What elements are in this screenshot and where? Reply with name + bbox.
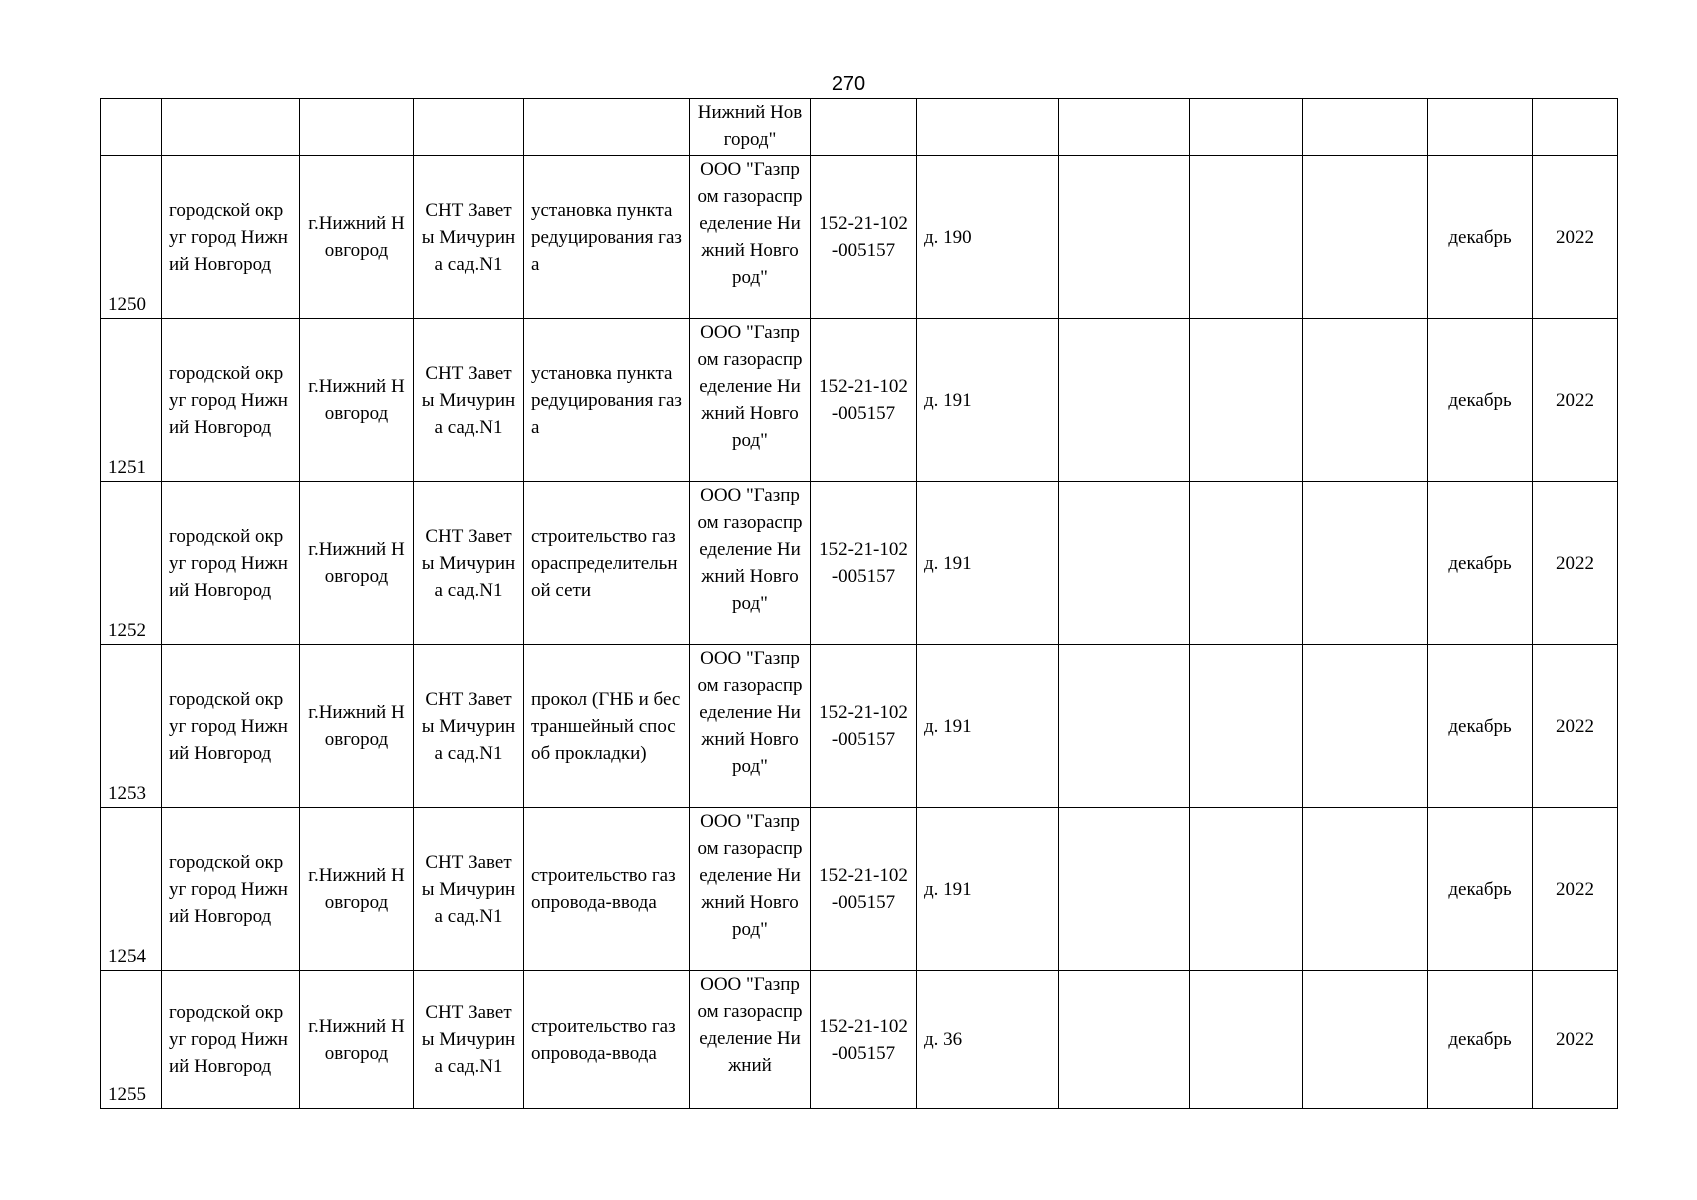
empty-cell bbox=[1190, 645, 1303, 808]
municipality-cell: городской округ город Нижний Новгород bbox=[162, 482, 300, 645]
locality-cell: г.Нижний Новгород bbox=[300, 808, 414, 971]
site-cell: СНТ Заветы Мичурина сад.N1 bbox=[414, 971, 524, 1109]
row-number: 1252 bbox=[101, 482, 162, 645]
municipality-cell: городской округ город Нижний Новгород bbox=[162, 156, 300, 319]
site-cell: СНТ Заветы Мичурина сад.N1 bbox=[414, 808, 524, 971]
house-cell: д. 190 bbox=[917, 156, 1059, 319]
code-cell: 152-21-102-005157 bbox=[811, 156, 917, 319]
table-row bbox=[101, 319, 1618, 482]
table-row bbox=[101, 808, 1618, 971]
organization-cell: ООО "Газпром газораспределение Нижний Новгород" bbox=[690, 482, 811, 645]
cell-locality bbox=[300, 99, 414, 156]
code-cell: 152-21-102-005157 bbox=[811, 971, 917, 1109]
cell-num bbox=[101, 99, 162, 156]
cell-month bbox=[1428, 99, 1533, 156]
year-cell: 2022 bbox=[1533, 319, 1618, 482]
house-cell: д. 36 bbox=[917, 971, 1059, 1109]
organization-cell: ООО "Газпром газораспределение Нижний Новгород" bbox=[690, 319, 811, 482]
cell-empty-2 bbox=[1190, 99, 1303, 156]
row-number: 1253 bbox=[101, 645, 162, 808]
organization-cell: ООО "Газпром газораспределение Нижний bbox=[690, 971, 811, 1109]
registry-table bbox=[100, 98, 1618, 1109]
empty-cell bbox=[1059, 971, 1190, 1109]
empty-cell bbox=[1059, 156, 1190, 319]
cell-empty-3 bbox=[1303, 99, 1428, 156]
empty-cell bbox=[1190, 482, 1303, 645]
empty-cell bbox=[1303, 156, 1428, 319]
code-cell: 152-21-102-005157 bbox=[811, 482, 917, 645]
empty-cell bbox=[1059, 482, 1190, 645]
empty-cell bbox=[1059, 319, 1190, 482]
empty-cell bbox=[1190, 319, 1303, 482]
municipality-cell: городской округ город Нижний Новгород bbox=[162, 645, 300, 808]
code-cell: 152-21-102-005157 bbox=[811, 319, 917, 482]
row-number: 1251 bbox=[101, 319, 162, 482]
site-cell: СНТ Заветы Мичурина сад.N1 bbox=[414, 645, 524, 808]
work-type-cell: установка пункта редуцирования газа bbox=[524, 156, 690, 319]
year-cell: 2022 bbox=[1533, 482, 1618, 645]
work-type-cell: прокол (ГНБ и бестраншейный способ прокладки) bbox=[524, 645, 690, 808]
organization-cell: ООО "Газпром газораспределение Нижний Новгород" bbox=[690, 808, 811, 971]
empty-cell bbox=[1190, 971, 1303, 1109]
row-number: 1254 bbox=[101, 808, 162, 971]
organization-cell: ООО "Газпром газораспределение Нижний Новгород" bbox=[690, 156, 811, 319]
empty-cell bbox=[1059, 808, 1190, 971]
locality-cell: г.Нижний Новгород bbox=[300, 319, 414, 482]
table-row bbox=[101, 971, 1618, 1109]
empty-cell bbox=[1059, 645, 1190, 808]
municipality-cell: городской округ город Нижний Новгород bbox=[162, 971, 300, 1109]
month-cell: декабрь bbox=[1428, 319, 1533, 482]
month-cell: декабрь bbox=[1428, 482, 1533, 645]
site-cell: СНТ Заветы Мичурина сад.N1 bbox=[414, 482, 524, 645]
empty-cell bbox=[1190, 156, 1303, 319]
municipality-cell: городской округ город Нижний Новгород bbox=[162, 319, 300, 482]
table-row bbox=[101, 156, 1618, 319]
site-cell: СНТ Заветы Мичурина сад.N1 bbox=[414, 156, 524, 319]
year-cell: 2022 bbox=[1533, 971, 1618, 1109]
page-number: 270 bbox=[831, 73, 866, 95]
locality-cell: г.Нижний Новгород bbox=[300, 645, 414, 808]
work-type-cell: строительство газопровода-ввода bbox=[524, 808, 690, 971]
organization-cell: ООО "Газпром газораспределение Нижний Новгород" bbox=[690, 645, 811, 808]
house-cell: д. 191 bbox=[917, 319, 1059, 482]
month-cell: декабрь bbox=[1428, 808, 1533, 971]
cell-year bbox=[1533, 99, 1618, 156]
site-cell: СНТ Заветы Мичурина сад.N1 bbox=[414, 319, 524, 482]
cell-code bbox=[811, 99, 917, 156]
year-cell: 2022 bbox=[1533, 645, 1618, 808]
work-type-cell: установка пункта редуцирования газа bbox=[524, 319, 690, 482]
cell-empty-1 bbox=[1059, 99, 1190, 156]
house-cell: д. 191 bbox=[917, 808, 1059, 971]
month-cell: декабрь bbox=[1428, 645, 1533, 808]
house-cell: д. 191 bbox=[917, 482, 1059, 645]
empty-cell bbox=[1303, 645, 1428, 808]
locality-cell: г.Нижний Новгород bbox=[300, 156, 414, 319]
year-cell: 2022 bbox=[1533, 156, 1618, 319]
empty-cell bbox=[1190, 808, 1303, 971]
year-cell: 2022 bbox=[1533, 808, 1618, 971]
table-row bbox=[101, 482, 1618, 645]
municipality-cell: городской округ город Нижний Новгород bbox=[162, 808, 300, 971]
work-type-cell: строительство газопровода-ввода bbox=[524, 971, 690, 1109]
empty-cell bbox=[1303, 319, 1428, 482]
cell-house bbox=[917, 99, 1059, 156]
cell-site bbox=[414, 99, 524, 156]
continuation-row bbox=[101, 99, 1618, 156]
house-cell: д. 191 bbox=[917, 645, 1059, 808]
cell-work bbox=[524, 99, 690, 156]
empty-cell bbox=[1303, 482, 1428, 645]
code-cell: 152-21-102-005157 bbox=[811, 808, 917, 971]
row-number: 1255 bbox=[101, 971, 162, 1109]
locality-cell: г.Нижний Новгород bbox=[300, 971, 414, 1109]
locality-cell: г.Нижний Новгород bbox=[300, 482, 414, 645]
empty-cell bbox=[1303, 971, 1428, 1109]
row-number: 1250 bbox=[101, 156, 162, 319]
cell-municipality bbox=[162, 99, 300, 156]
table-row bbox=[101, 645, 1618, 808]
month-cell: декабрь bbox=[1428, 156, 1533, 319]
cell-organization: Нижний Новгород" bbox=[690, 99, 811, 156]
work-type-cell: строительство газораспределительной сети bbox=[524, 482, 690, 645]
empty-cell bbox=[1303, 808, 1428, 971]
month-cell: декабрь bbox=[1428, 971, 1533, 1109]
code-cell: 152-21-102-005157 bbox=[811, 645, 917, 808]
